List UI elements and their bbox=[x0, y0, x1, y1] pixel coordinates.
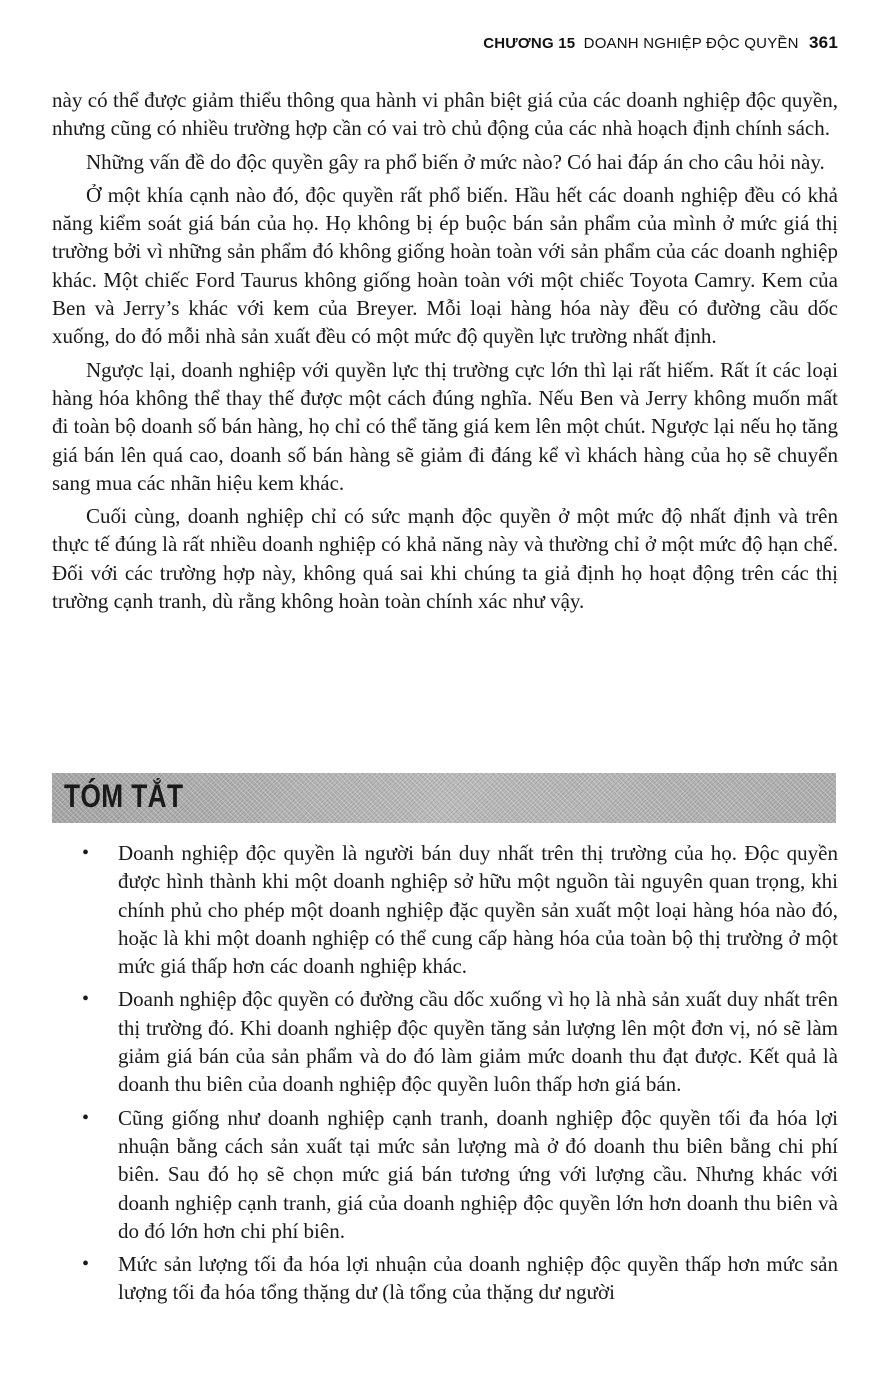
bullet-icon: • bbox=[82, 1253, 90, 1276]
list-item bbox=[82, 1250, 838, 1307]
list-item-text: Cũng giống như doanh nghiệp cạnh tranh, doanh nghiệp độc quyền tối đa hóa lợi nhuận bằng cách sản xuất tại mức sản lượng mà ở đó doanh thu biên bằng chi phí biên. Sau đó họ sẽ chọn mức giá bán tương ứng với lượng cầu. Nhưng khác với doanh nghiệp cạnh tranh, giá của doanh nghiệp độc quyền lớn hơn doanh thu biên và do đó lớn hơn chi phí biên. bbox=[118, 1105, 838, 1243]
list-item-text: Mức sản lượng tối đa hóa lợi nhuận của doanh nghiệp độc quyền thấp hơn mức sản lượng tối đa hóa tổng thặng dư (là tổng của thặng dư người bbox=[118, 1252, 838, 1305]
list-item-text: Doanh nghiệp độc quyền có đường cầu dốc xuống vì họ là nhà sản xuất duy nhất trên thị trường đó. Khi doanh nghiệp độc quyền tăng sản lượng lên một đơn vị, nó sẽ làm giảm giá bán của sản phẩm và do đó làm giảm mức doanh thu đạt được. Kết quả là doanh thu biên của doanh nghiệp độc quyền luôn thấp hơn giá bán. bbox=[118, 987, 838, 1097]
bullet-icon: • bbox=[82, 1106, 90, 1129]
summary-list bbox=[82, 839, 838, 1312]
chapter-title: DOANH NGHIỆP ĐỘC QUYỀN bbox=[583, 35, 799, 52]
summary-heading: TÓM TẮT bbox=[64, 778, 184, 814]
list-item bbox=[82, 1104, 838, 1245]
running-header bbox=[483, 33, 838, 53]
paragraph: Những vấn đề do độc quyền gây ra phổ biến ở mức nào? Có hai đáp án cho câu hỏi này. bbox=[86, 149, 825, 174]
list-item bbox=[82, 839, 838, 980]
paragraph-continued: này có thể được giảm thiểu thông qua hành vi phân biệt giá của các doanh nghiệp độc quyền, nhưng cũng có nhiều trường hợp cần có vai trò chủ động của các nhà hoạch định chính sách. bbox=[52, 88, 838, 141]
bullet-icon: • bbox=[82, 988, 90, 1011]
page-number: 361 bbox=[809, 33, 838, 52]
list-item-text: Doanh nghiệp độc quyền là người bán duy nhất trên thị trường của họ. Độc quyền được hình thành khi một doanh nghiệp sở hữu một nguồn tài nguyên quan trọng, khi chính phủ cho phép một doanh nghiệp đặc quyền sản xuất một loại hàng hóa nào đó, hoặc là khi một doanh nghiệp có thể cung cấp hàng hóa của toàn bộ thị trường ở một mức giá thấp hơn các doanh nghiệp khác. bbox=[118, 841, 838, 979]
list-item bbox=[82, 985, 838, 1098]
bullet-icon: • bbox=[82, 842, 90, 864]
paragraph: Cuối cùng, doanh nghiệp chỉ có sức mạnh độc quyền ở một mức độ nhất định và trên thực tế đúng là rất nhiều doanh nghiệp có khả năng này và thường chỉ ở một mức độ hạn chế. Đối với các trường hợp này, không quá sai khi chúng ta giả định họ hoạt động trên các thị trường cạnh tranh, dù rằng không hoàn toàn chính xác như vậy. bbox=[52, 504, 838, 614]
chapter-label: CHƯƠNG 15 bbox=[483, 35, 576, 52]
body-text bbox=[52, 86, 838, 620]
paragraph: Ở một khía cạnh nào đó, độc quyền rất phổ biến. Hầu hết các doanh nghiệp đều có khả năng kiểm soát giá bán của họ. Họ không bị ép buộc bán sản phẩm của mình ở mức giá thị trường bởi vì những sản phẩm đó không giống hoàn toàn với sản phẩm của các doanh nghiệp khác. Một chiếc Ford Taurus không giống hoàn toàn với một chiếc Toyota Camry. Kem của Ben và Jerry’s khác với kem của Breyer. Mỗi loại hàng hóa này đều có đường cầu dốc xuống, do đó mỗi nhà sản xuất đều có một mức độ quyền lực trường nhất định. bbox=[52, 182, 838, 349]
paragraph: Ngược lại, doanh nghiệp với quyền lực thị trường cực lớn thì lại rất hiếm. Rất ít các loại hàng hóa không thể thay thế được một cách đúng nghĩa. Nếu Ben và Jerry không muốn mất đi toàn bộ doanh số bán hàng, họ chỉ có thể tăng giá kem lên một chút. Ngược lại nếu họ tăng giá bán lên quá cao, doanh số bán hàng sẽ giảm đi đáng kể vì khách hàng của họ sẽ chuyển sang mua các nhãn hiệu kem khác. bbox=[52, 357, 838, 495]
summary-banner bbox=[52, 773, 836, 823]
